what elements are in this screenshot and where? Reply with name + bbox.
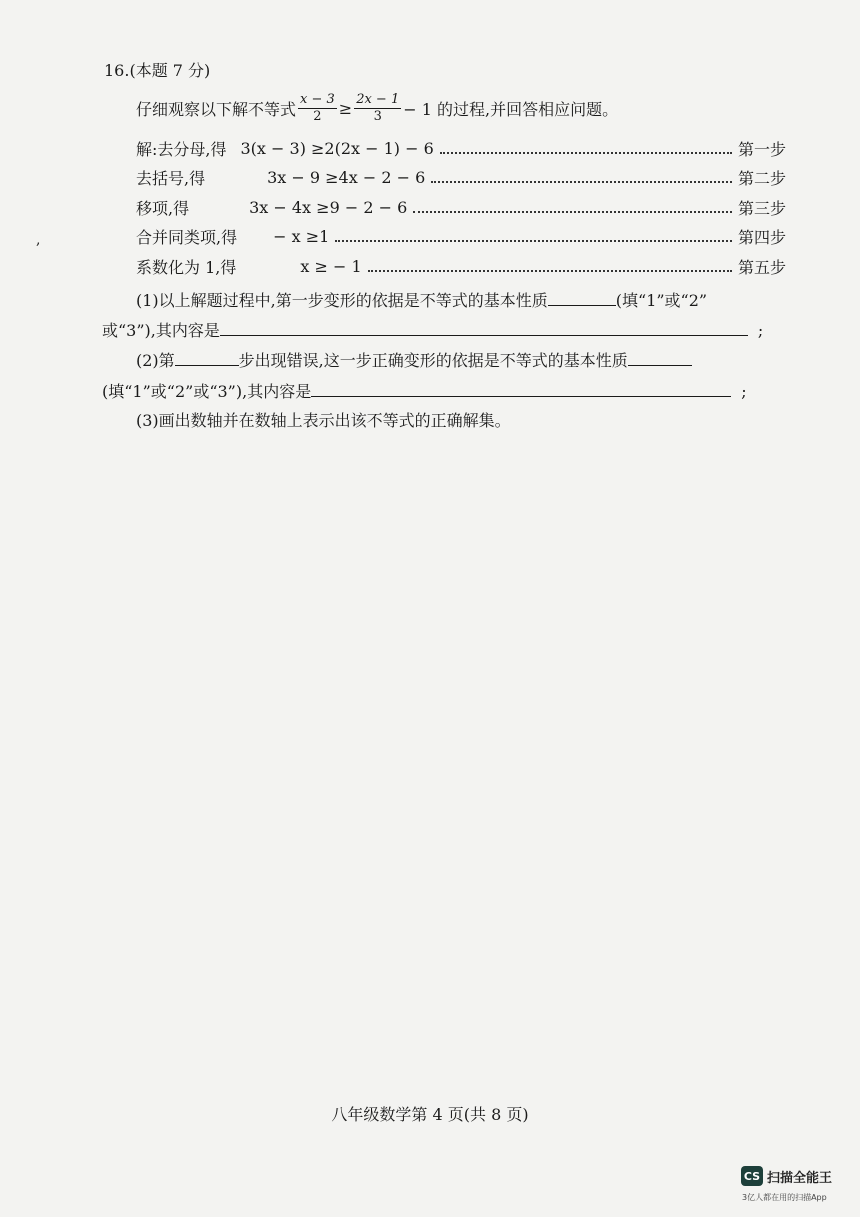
- q2-blank-property[interactable]: [628, 365, 692, 366]
- solution-step-5: [136, 255, 786, 277]
- q1-line-1: [136, 288, 707, 311]
- step-expression: 3(x − 3) ≥2(2x − 1) − 6: [240, 138, 434, 158]
- q2-end: ;: [741, 382, 747, 401]
- solution-step-4: [136, 225, 786, 247]
- logo-tagline: 3亿人都在用的扫描App: [742, 1193, 827, 1202]
- step-label: 解:去分母,得: [136, 139, 227, 159]
- q2-blank-step[interactable]: [175, 365, 239, 366]
- step-label: 合并同类项,得: [136, 227, 238, 247]
- intro-prefix: 仔细观察以下解不等式: [136, 100, 297, 119]
- rhs-fraction: [354, 92, 401, 125]
- q2-text-a: (2)第: [136, 351, 175, 370]
- step-number: 第一步: [737, 139, 786, 159]
- dotted-leader: [335, 230, 732, 242]
- q3-line: (3)画出数轴并在数轴上表示出该不等式的正确解集。: [136, 411, 511, 430]
- q1-text-c: 或“3”),其内容是: [102, 321, 220, 340]
- lhs-fraction: [298, 92, 337, 125]
- step-expression: x ≥ − 1: [300, 256, 362, 276]
- step-label: 移项,得: [136, 198, 190, 218]
- rhs-denominator: 3: [373, 109, 382, 124]
- q2-text-c: (填“1”或“2”或“3”),其内容是: [102, 382, 312, 401]
- lhs-numerator: x − 3: [300, 92, 335, 107]
- logo-name: 扫描全能王: [767, 1170, 833, 1186]
- q1-text-b: (填“1”或“2”: [615, 291, 708, 310]
- q2-line-1: [136, 348, 692, 371]
- q1-blank-property[interactable]: [548, 305, 616, 306]
- rhs-numerator: 2x − 1: [356, 92, 400, 107]
- step-number: 第二步: [737, 168, 786, 188]
- question-intro: [136, 92, 618, 125]
- step-expression: 3x − 4x ≥9 − 2 − 6: [249, 197, 408, 217]
- solution-step-3: [136, 196, 786, 218]
- scanner-logo: [741, 1166, 832, 1186]
- step-label: 去括号,得: [136, 168, 206, 188]
- step-number: 第四步: [737, 227, 786, 247]
- cs-logo-icon: CS: [741, 1166, 763, 1186]
- page-footer: 八年级数学第 4 页(共 8 页): [331, 1105, 529, 1124]
- step-number: 第三步: [737, 198, 786, 218]
- solution-step-1: [136, 137, 786, 159]
- step-label: 系数化为 1,得: [136, 257, 237, 277]
- q1-blank-content[interactable]: [220, 335, 748, 336]
- margin-mark: ,: [36, 232, 41, 248]
- lhs-denominator: 2: [313, 109, 322, 124]
- dotted-leader: [431, 171, 732, 183]
- question-title: 16.(本题 7 分): [104, 61, 211, 80]
- q2-blank-content[interactable]: [311, 396, 731, 397]
- ge-sign: ≥: [338, 99, 353, 118]
- intro-suffix: − 1 的过程,并回答相应问题。: [403, 100, 619, 119]
- dotted-leader: [413, 201, 732, 213]
- q1-end: ;: [757, 321, 764, 340]
- q1-text-a: (1)以上解题过程中,第一步变形的依据是不等式的基本性质: [136, 291, 548, 310]
- step-expression: 3x − 9 ≥4x − 2 − 6: [267, 167, 426, 187]
- dotted-leader: [440, 142, 732, 154]
- step-number: 第五步: [737, 257, 786, 277]
- dotted-leader: [368, 260, 732, 272]
- q2-line-2: [102, 379, 747, 402]
- q2-text-b: 步出现错误,这一步正确变形的依据是不等式的基本性质: [238, 351, 628, 370]
- solution-step-2: [136, 166, 786, 188]
- step-expression: − x ≥1: [273, 226, 330, 246]
- q1-line-2: [102, 318, 763, 341]
